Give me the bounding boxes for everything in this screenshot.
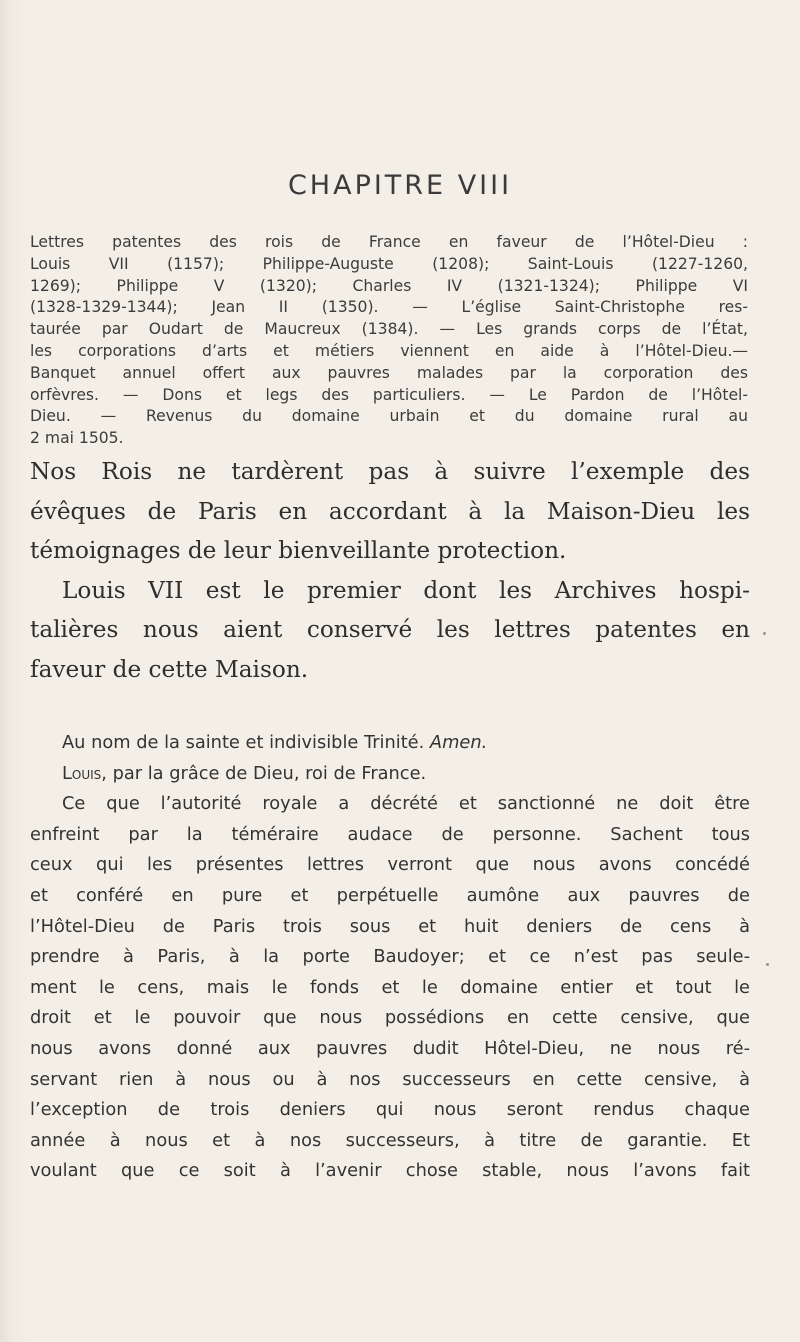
invocation-amen: Amen.	[429, 732, 488, 753]
charter-line: droit et le pouvoir que nous possédions en cette censive, que	[30, 1007, 750, 1029]
chapter-title: CHAPITRE VIII	[287, 170, 513, 201]
charter-line: Ce que l’autorité royale a décrété et sanctionné ne doit être	[62, 793, 750, 815]
invocation-text: Au nom de la sainte et indivisible Trinité.	[62, 732, 425, 753]
summary-line: les corporations d’arts et métiers viennent en aide à l’Hôtel-Dieu.—	[30, 341, 748, 360]
charter-invocation	[30, 728, 750, 759]
charter-line: servant rien à nous ou à nos successeurs en cette censive, à	[30, 1068, 750, 1090]
intitulation-text: , par la grâce de Dieu, roi de France.	[101, 762, 427, 784]
chapter-summary	[30, 232, 748, 450]
charter-line: et conféré en pure et perpétuelle aumône aux pauvres de	[30, 884, 750, 906]
summary-line: orfèvres. — Dons et legs des particuliers. — Le Pardon de l’Hôtel-	[30, 385, 748, 404]
charter-line: l’exception de trois deniers qui nous seront rendus chaque	[30, 1099, 750, 1121]
summary-line: 2 mai 1505.	[30, 429, 124, 448]
paper-speck	[766, 963, 769, 966]
charter-line: ceux qui les présentes lettres verront que nous avons concédé	[30, 854, 750, 876]
charter-intitulation	[30, 759, 750, 790]
king-name: Louis	[62, 762, 102, 784]
summary-line: (1328-1329-1344); Jean II (1350). — L’église Saint-Christophe res-	[30, 298, 748, 317]
paper-speck	[763, 632, 766, 635]
charter-line: enfreint par la téméraire audace de personne. Sachent tous	[30, 823, 750, 845]
intro-line: évêques de Paris en accordant à la Maison-Dieu les	[30, 497, 750, 525]
intro-line: Nos Rois ne tardèrent pas à suivre l’exemple des	[30, 458, 750, 485]
summary-line: Lettres patentes des rois de France en faveur de l’Hôtel-Dieu :	[30, 233, 748, 251]
charter-line: voulant que ce soit à l’avenir chose stable, nous l’avons fait	[30, 1160, 750, 1182]
summary-line: Banquet annuel offert aux pauvres malades par la corporation des	[30, 363, 748, 382]
summary-line: taurée par Oudart de Maucreux (1384). — Les grands corps de l’État,	[30, 320, 748, 339]
charter-line: ment le cens, mais le fonds et le domaine entier et tout le	[30, 976, 750, 998]
summary-line: Louis VII (1157); Philippe-Auguste (1208); Saint-Louis (1227-1260,	[30, 254, 748, 273]
summary-line: Dieu. — Revenus du domaine urbain et du domaine rural au	[30, 407, 748, 426]
intro-paragraph	[30, 452, 750, 690]
intro-line: témoignages de leur bienveillante protection.	[30, 537, 567, 565]
charter-line: nous avons donné aux pauvres dudit Hôtel-Dieu, ne nous ré-	[30, 1037, 750, 1059]
intro-line: Louis VII est le premier dont les Archives hospi-	[62, 576, 750, 604]
intro-line: faveur de cette Maison.	[30, 655, 309, 683]
intro-line: talières nous aient conservé les lettres patentes en	[30, 616, 750, 644]
summary-line: 1269); Philippe V (1320); Charles IV (1321-1324); Philippe VI	[30, 276, 748, 295]
charter-line: année à nous et à nos successeurs, à titre de garantie. Et	[30, 1129, 750, 1151]
charter-line: l’Hôtel-Dieu de Paris trois sous et huit deniers de cens à	[30, 915, 750, 937]
charter-line: prendre à Paris, à la porte Baudoyer; et ce n’est pas seule-	[30, 946, 750, 968]
charter-text	[30, 728, 750, 1187]
